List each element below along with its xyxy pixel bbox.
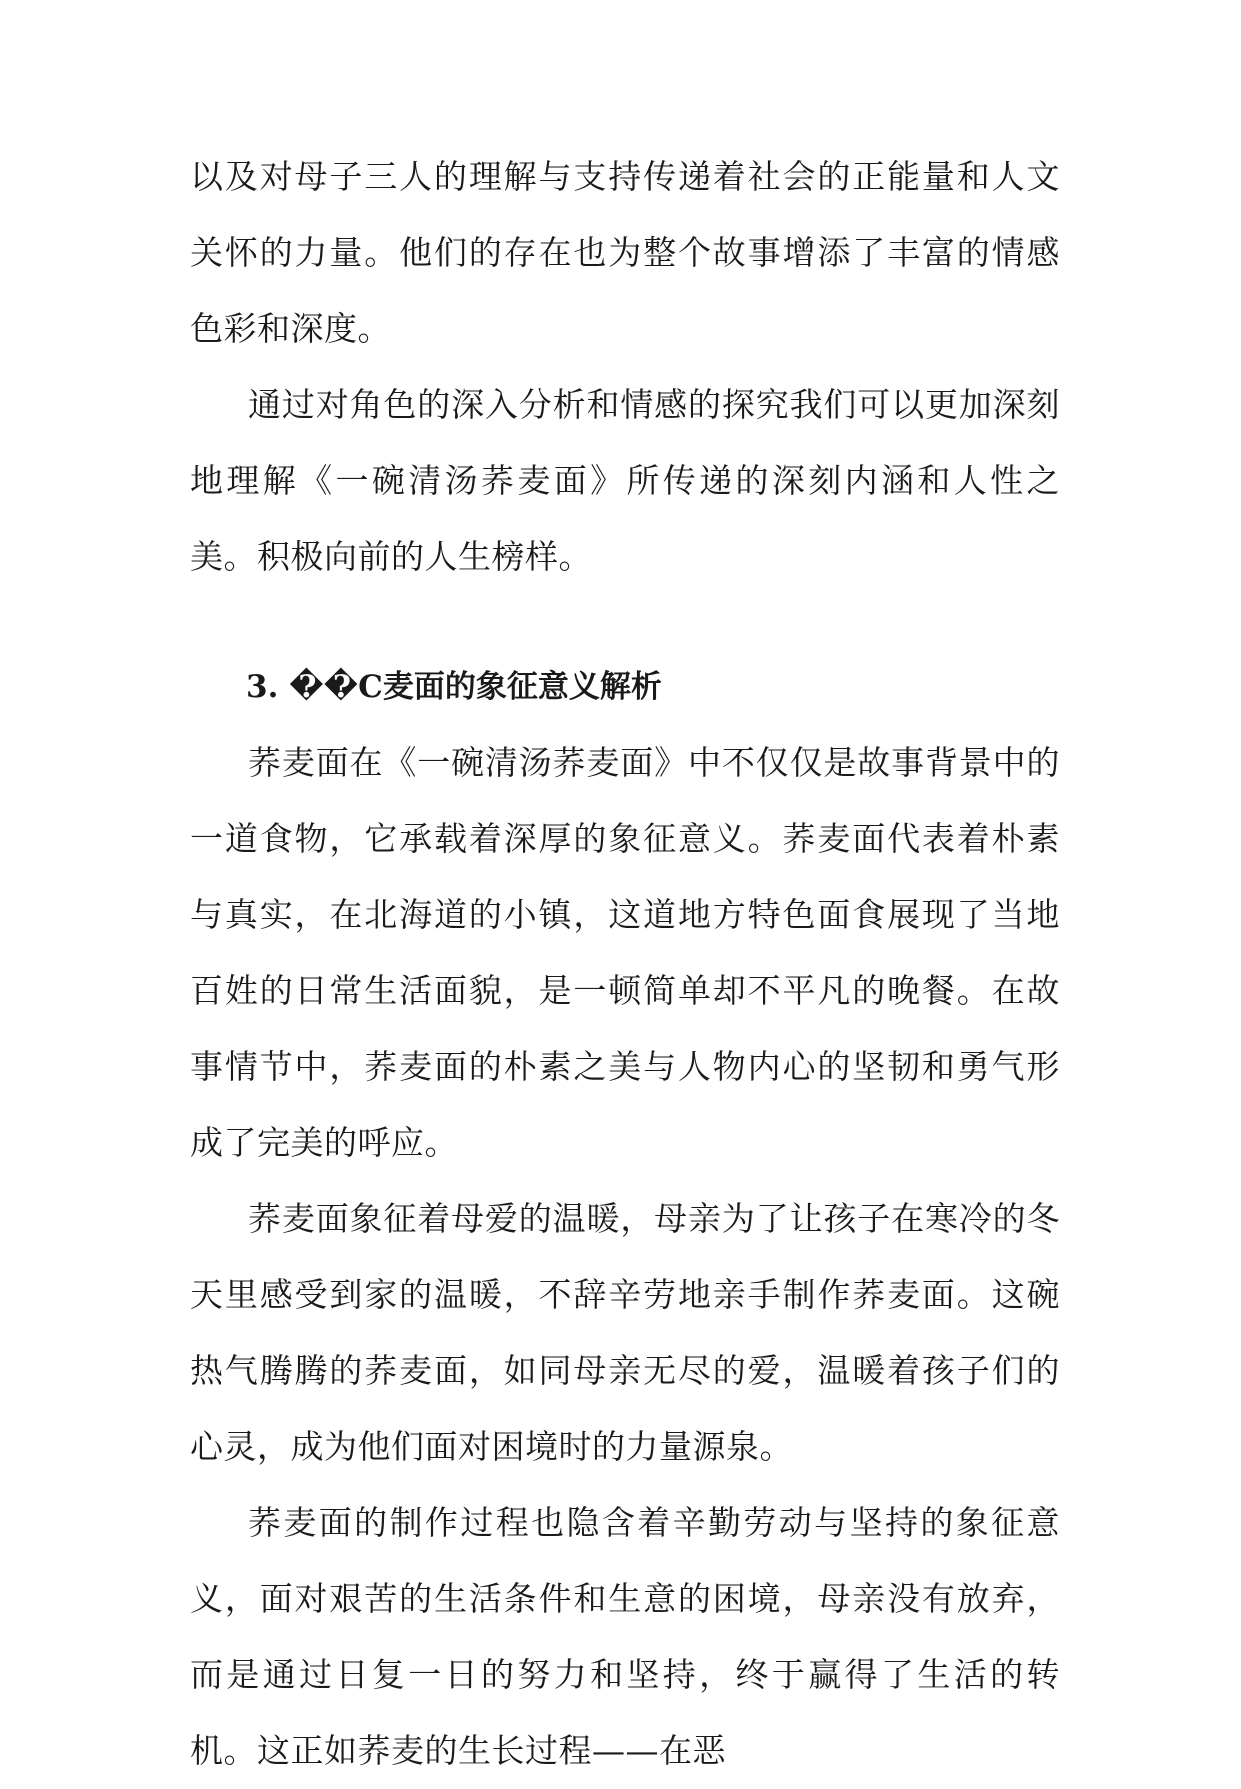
document-page xyxy=(190,139,1060,1789)
paragraph-continuation: 以及对母子三人的理解与支持传递着社会的正能量和人文关怀的力量。他们的存在也为整个故事增添了丰富的情感色彩和深度。 xyxy=(190,157,1060,348)
paragraph-maternal-love: 荞麦面象征着母爱的温暖，母亲为了让孩子在寒冷的冬天里感受到家的温暖，不辞辛劳地亲手制作荞麦面。这碗热气腾腾的荞麦面，如同母亲无尽的爱，温暖着孩子们的心灵，成为他们面对困境时的力量源泉。 xyxy=(190,1199,1060,1466)
paragraph-hard-work: 荞麦面的制作过程也隐含着辛勤劳动与坚持的象征意义，面对艰苦的生活条件和生意的困境，母亲没有放弃，而是通过日复一日的努力和坚持，终于赢得了生活的转机。这正如荞麦的生长过程——在恶 xyxy=(190,1503,1060,1770)
section-spacer xyxy=(190,595,1060,649)
paragraph-symbolism-intro: 荞麦面在《一碗清汤荞麦面》中不仅仅是故事背景中的一道食物，它承载着深厚的象征意义。荞麦面代表着朴素与真实，在北海道的小镇，这道地方特色面食展现了当地百姓的日常生活面貌，是一顿简单却不平凡的晚餐。在故事情节中，荞麦面的朴素之美与人物内心的坚韧和勇气形成了完美的呼应。 xyxy=(190,743,1060,1162)
section-heading: 3. ��C麦面的象征意义解析 xyxy=(246,669,662,705)
paragraph-character-analysis: 通过对角色的深入分析和情感的探究我们可以更加深刻地理解《一碗清汤荞麦面》所传递的深刻内涵和人性之美。积极向前的人生榜样。 xyxy=(190,385,1060,576)
